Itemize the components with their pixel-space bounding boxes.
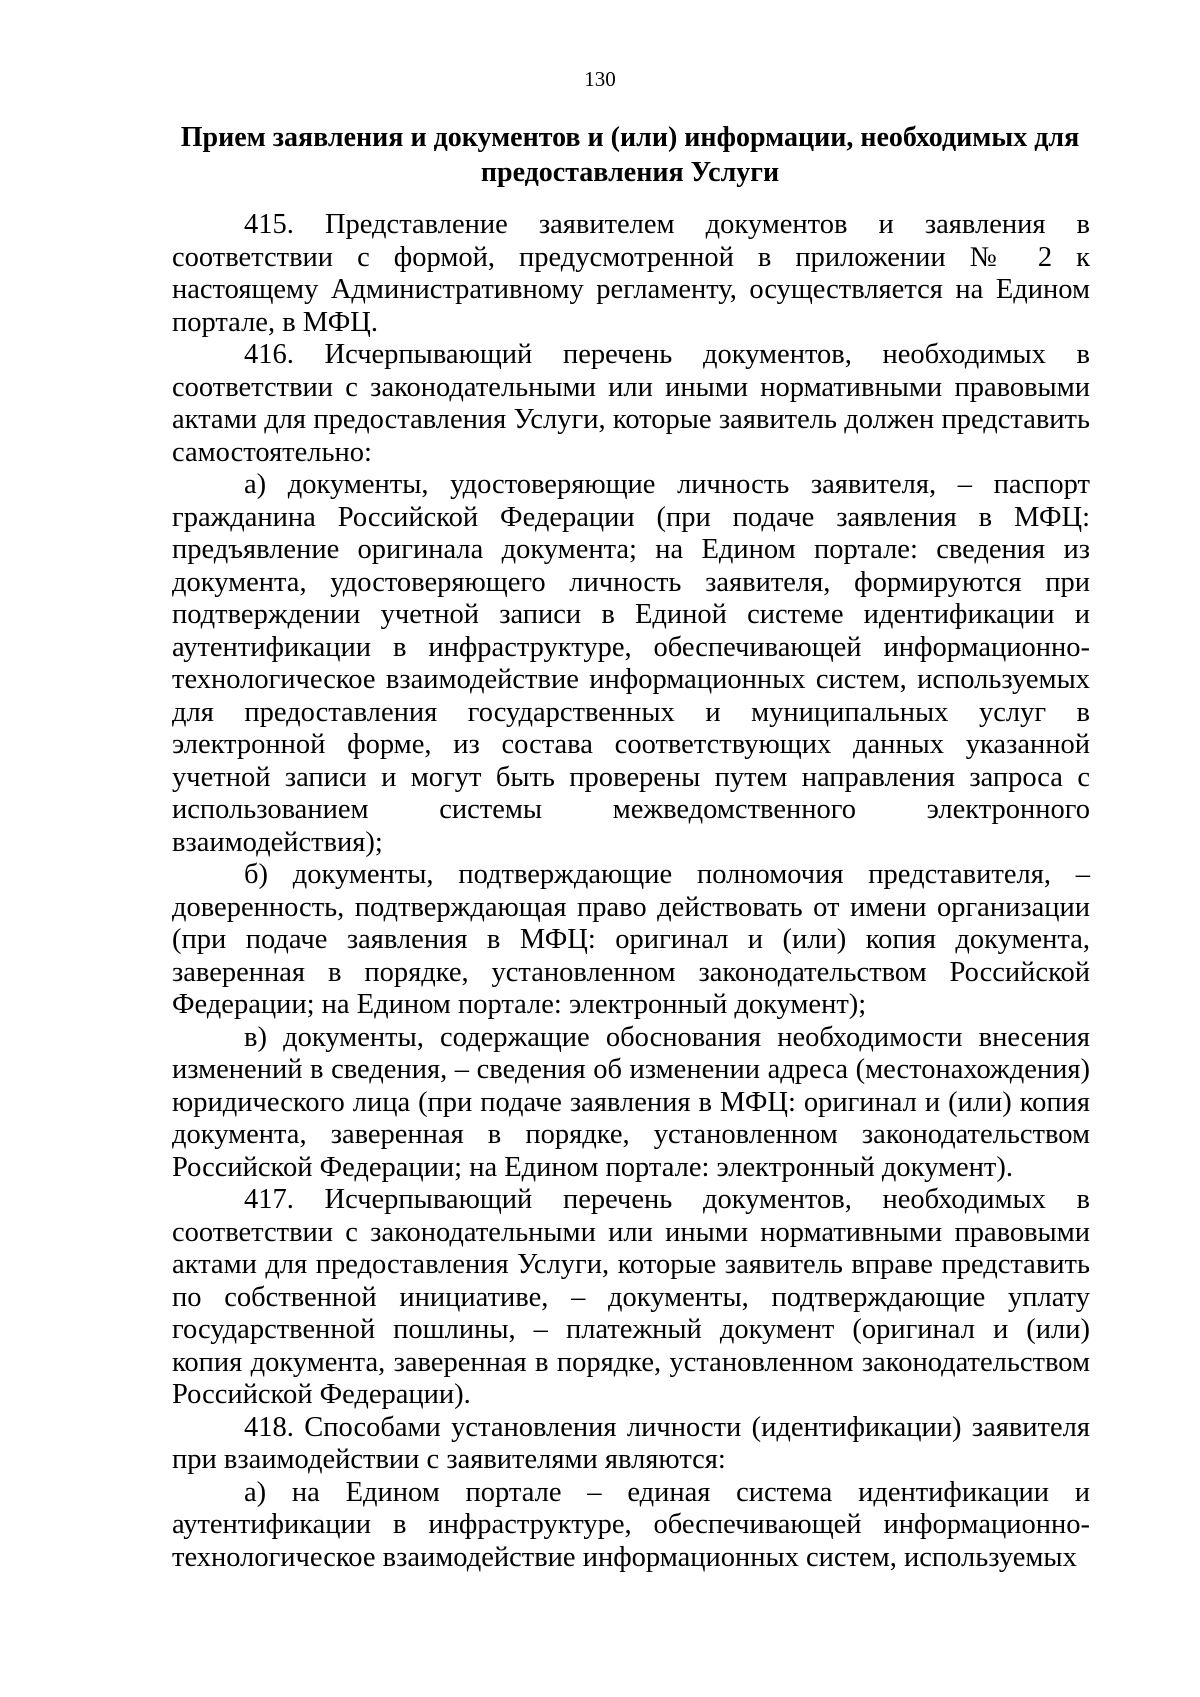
paragraph-416: 416. Исчерпывающий перечень документов, необходимых в соответствии с законодательными или иными нормативными правовыми актами для предоставления Услуги, которые заявитель должен представить самостоятельно: bbox=[172, 339, 1090, 468]
paragraph-416-b: б) документы, подтверждающие полномочия представителя, – доверенность, подтверждающая право действовать от имени организации (при подаче заявления в МФЦ: оригинал и (или) копия документа, заверенная в порядке, установленном законодательством Российской Федерации; на Едином портале: электронный документ); bbox=[172, 859, 1090, 1020]
page-number: 130 bbox=[584, 67, 616, 91]
paragraph-415: 415. Представление заявителем документов и заявления в соответствии с формой, предусмотренной в приложении № 2 к настоящему Административному регламенту, осуществляется на Едином портале, в МФЦ. bbox=[172, 209, 1090, 338]
paragraph-418-a: а) на Едином портале – единая система идентификации и аутентификации в инфраструктуре, обеспечивающей информационно-технологическое взаимодействие информационных систем, используемых bbox=[172, 1476, 1090, 1573]
paragraph-417: 417. Исчерпывающий перечень документов, необходимых в соответствии с законодательными или иными нормативными правовыми актами для предоставления Услуги, которые заявитель вправе представить по собственной инициативе, – документы, подтверждающие уплату государственной пошлины, – платежный документ (оригинал и (или) копия документа, заверенная в порядке, установленном законодательством Российской Федерации). bbox=[172, 1184, 1090, 1410]
paragraph-416-v: в) документы, содержащие обоснования необходимости внесения изменений в сведения, – сведения об изменении адреса (местонахождения) юридического лица (при подаче заявления в МФЦ: оригинал и (или) копия документа, заверенная в порядке, установленном законодательством Российской Федерации; на Едином портале: электронный документ). bbox=[172, 1021, 1090, 1183]
paragraph-418: 418. Способами установления личности (идентификации) заявителя при взаимодействии с заявителями являются: bbox=[172, 1411, 1090, 1475]
paragraph-416-a: а) документы, удостоверяющие личность заявителя, – паспорт гражданина Российской Федерации (при подаче заявления в МФЦ: предъявление оригинала документа; на Едином портале: сведения из документа, удостоверяющего личность заявителя, формируются при подтверждении учетной записи в Единой системе идентификации и аутентификации в инфраструктуре, обеспечивающей информационно-технологическое взаимодействие информационных систем, используемых для предоставления государственных и муниципальных услуг в электронной форме, из состава соответствующих данных указанной учетной записи и могут быть проверены путем направления запроса с использованием системы межведомственного электронного взаимодействия); bbox=[172, 469, 1090, 858]
document-body bbox=[172, 209, 1090, 1574]
section-heading: Прием заявления и документов и (или) информации, необходимых для предоставления Услуги bbox=[180, 122, 1080, 188]
